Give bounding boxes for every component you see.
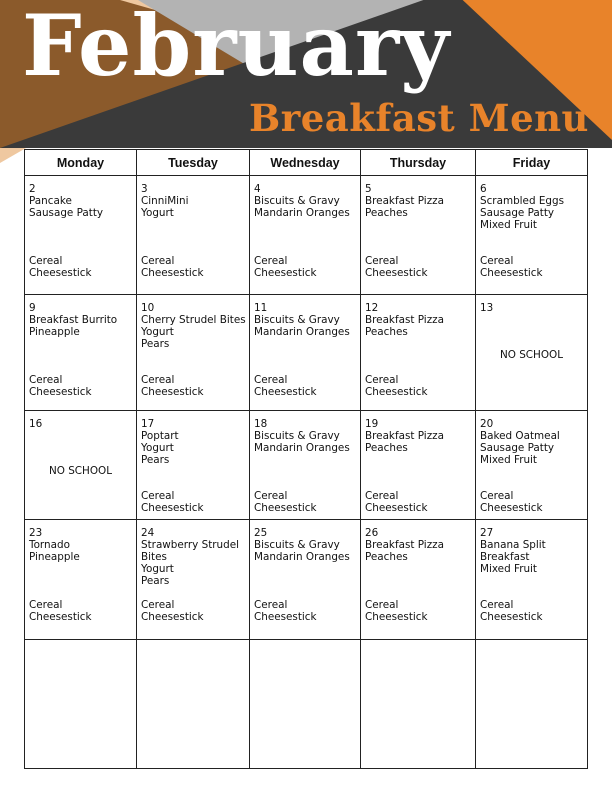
menu-item: Peaches: [365, 207, 408, 219]
day-header-tuesday: Tuesday: [136, 149, 250, 176]
menu-item: Pears: [141, 338, 170, 350]
extra-item: Cereal: [254, 599, 288, 611]
no-school-note: NO SCHOOL: [48, 465, 113, 477]
extra-item: Cereal: [480, 490, 514, 502]
day-cell: [249, 519, 361, 640]
extra-item: Cheesestick: [480, 611, 543, 623]
extra-item: Cheesestick: [141, 386, 204, 398]
daily-extras: [254, 599, 317, 623]
extra-item: Cereal: [480, 599, 514, 611]
menu-item: Pears: [141, 575, 170, 587]
daily-extras: [254, 255, 317, 279]
no-school-note: NO SCHOOL: [499, 349, 564, 361]
day-cell: [24, 639, 137, 769]
menu-item: Peaches: [365, 326, 408, 338]
day-number: 12: [365, 302, 379, 314]
day-cell: [475, 175, 588, 295]
extra-item: Cereal: [365, 255, 399, 267]
day-cell: [360, 175, 476, 295]
daily-extras: [141, 255, 204, 279]
day-cell: [475, 410, 588, 520]
day-cell: [249, 410, 361, 520]
daily-extras: [29, 374, 92, 398]
day-number: 5: [365, 183, 372, 195]
extra-item: Cheesestick: [365, 267, 428, 279]
day-cell: [360, 410, 476, 520]
menu-item: Pineapple: [29, 551, 80, 563]
day-cell: [249, 294, 361, 411]
extra-item: Cheesestick: [141, 267, 204, 279]
menu-item: Biscuits & Gravy: [254, 314, 340, 326]
extra-item: Cheesestick: [29, 611, 92, 623]
extra-item: Cheesestick: [365, 502, 428, 514]
day-number: 18: [254, 418, 268, 430]
daily-extras: [480, 255, 543, 279]
menu-item: Peaches: [365, 442, 408, 454]
day-header-wednesday: Wednesday: [249, 149, 361, 176]
extra-item: Cereal: [365, 599, 399, 611]
day-cell: [136, 175, 250, 295]
day-number: 24: [141, 527, 155, 539]
day-number: 27: [480, 527, 494, 539]
menu-item: Sausage Patty: [480, 442, 555, 454]
menu-item: Breakfast: [480, 551, 530, 563]
extra-item: Cheesestick: [29, 386, 92, 398]
day-number: 23: [29, 527, 43, 539]
daily-extras: [365, 255, 428, 279]
day-cell: [24, 519, 137, 640]
daily-extras: [254, 374, 317, 398]
menu-item: Biscuits & Gravy: [254, 195, 340, 207]
menu-item: Breakfast Pizza: [365, 430, 444, 442]
day-number: 25: [254, 527, 268, 539]
menu-item: Breakfast Burrito: [29, 314, 118, 326]
daily-extras: [141, 599, 204, 623]
extra-item: Cereal: [254, 255, 288, 267]
menu-item: Sausage Patty: [29, 207, 104, 219]
menu-subtitle: Breakfast Menu: [249, 96, 589, 140]
menu-item: Yogurt: [141, 326, 174, 338]
day-number: 9: [29, 302, 36, 314]
day-cell: [360, 294, 476, 411]
banner-corner-peach-triangle: [0, 148, 26, 163]
extra-item: Cheesestick: [29, 267, 92, 279]
menu-item: Strawberry Strudel: [141, 539, 240, 551]
day-cell: [360, 639, 476, 769]
day-cell: [136, 519, 250, 640]
menu-item: Pears: [141, 454, 170, 466]
menu-item: Pancake: [29, 195, 72, 207]
day-number: 13: [480, 302, 494, 314]
extra-item: Cheesestick: [141, 502, 204, 514]
daily-extras: [480, 599, 543, 623]
day-cell: [360, 519, 476, 640]
day-cell: [136, 639, 250, 769]
day-cell: [249, 639, 361, 769]
menu-item: Breakfast Pizza: [365, 314, 444, 326]
menu-item: Tornado: [29, 539, 70, 551]
menu-calendar-grid: [24, 149, 588, 769]
menu-item: Bites: [141, 551, 167, 563]
menu-item: Cherry Strudel Bites: [141, 314, 246, 326]
daily-extras: [141, 490, 204, 514]
daily-extras: [254, 490, 317, 514]
daily-extras: [480, 490, 543, 514]
menu-item: Yogurt: [141, 442, 174, 454]
menu-item: Yogurt: [141, 563, 174, 575]
day-cell: [24, 175, 137, 295]
extra-item: Cereal: [29, 255, 63, 267]
extra-item: Cereal: [141, 599, 175, 611]
day-number: 11: [254, 302, 268, 314]
day-number: 10: [141, 302, 155, 314]
extra-item: Cereal: [29, 599, 63, 611]
menu-item: Mixed Fruit: [480, 219, 538, 231]
extra-item: Cereal: [365, 374, 399, 386]
day-cell: [475, 294, 588, 411]
extra-item: Cheesestick: [141, 611, 204, 623]
daily-extras: [365, 490, 428, 514]
daily-extras: [29, 599, 92, 623]
menu-item: Pineapple: [29, 326, 80, 338]
menu-item: Baked Oatmeal: [480, 430, 560, 442]
menu-item: Scrambled Eggs: [480, 195, 565, 207]
day-number: 3: [141, 183, 148, 195]
menu-item: Mixed Fruit: [480, 454, 538, 466]
menu-item: Biscuits & Gravy: [254, 539, 340, 551]
menu-item: Breakfast Pizza: [365, 195, 444, 207]
extra-item: Cheesestick: [254, 611, 317, 623]
extra-item: Cheesestick: [254, 386, 317, 398]
day-cell: [24, 410, 137, 520]
extra-item: Cheesestick: [254, 502, 317, 514]
day-header-monday: Monday: [24, 149, 137, 176]
menu-item: CinniMini: [141, 195, 189, 207]
day-cell: [475, 639, 588, 769]
extra-item: Cereal: [254, 374, 288, 386]
extra-item: Cereal: [141, 490, 175, 502]
day-number: 6: [480, 183, 487, 195]
extra-item: Cheesestick: [480, 502, 543, 514]
menu-item: Mixed Fruit: [480, 563, 538, 575]
extra-item: Cheesestick: [365, 386, 428, 398]
daily-extras: [365, 374, 428, 398]
menu-item: Biscuits & Gravy: [254, 430, 340, 442]
menu-item: Mandarin Oranges: [254, 551, 350, 563]
month-title: February: [22, 0, 451, 95]
daily-extras: [365, 599, 428, 623]
day-cell: [136, 294, 250, 411]
extra-item: Cereal: [254, 490, 288, 502]
extra-item: Cereal: [141, 255, 175, 267]
menu-item: Banana Split: [480, 539, 546, 551]
menu-item: Mandarin Oranges: [254, 326, 350, 338]
day-number: 16: [29, 418, 43, 430]
day-number: 20: [480, 418, 494, 430]
day-number: 2: [29, 183, 36, 195]
day-cell: [475, 519, 588, 640]
day-header-thursday: Thursday: [360, 149, 476, 176]
extra-item: Cheesestick: [365, 611, 428, 623]
day-number: 26: [365, 527, 379, 539]
extra-item: Cheesestick: [480, 267, 543, 279]
menu-item: Breakfast Pizza: [365, 539, 444, 551]
day-cell: [136, 410, 250, 520]
day-header-friday: Friday: [475, 149, 588, 176]
extra-item: Cereal: [480, 255, 514, 267]
daily-extras: [141, 374, 204, 398]
day-number: 4: [254, 183, 261, 195]
extra-item: Cereal: [365, 490, 399, 502]
extra-item: Cheesestick: [254, 267, 317, 279]
menu-item: Sausage Patty: [480, 207, 555, 219]
extra-item: Cereal: [29, 374, 63, 386]
menu-item: Yogurt: [141, 207, 174, 219]
menu-item: Peaches: [365, 551, 408, 563]
daily-extras: [29, 255, 92, 279]
day-number: 17: [141, 418, 155, 430]
menu-item: Mandarin Oranges: [254, 442, 350, 454]
menu-item: Mandarin Oranges: [254, 207, 350, 219]
menu-item: Poptart: [141, 430, 179, 442]
day-cell: [249, 175, 361, 295]
day-cell: [24, 294, 137, 411]
extra-item: Cereal: [141, 374, 175, 386]
day-number: 19: [365, 418, 379, 430]
